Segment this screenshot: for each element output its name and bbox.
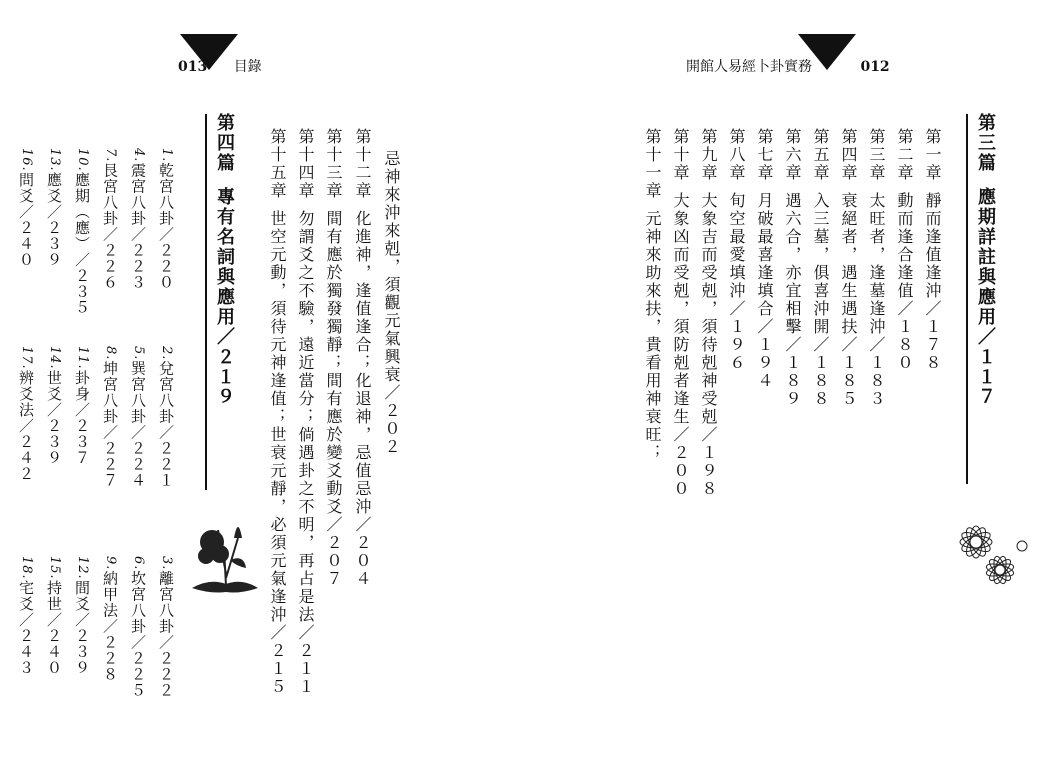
right-page-number: 012 — [860, 59, 890, 75]
list-item: 4.震宮八卦／２２３ — [129, 148, 147, 291]
daisy-illustration-icon — [938, 508, 1038, 598]
list-item: 2.兌宮八卦／２２１ — [157, 346, 175, 489]
chapter-title: 化進神，逢值逢合；化退神，忌值忌沖／２０４ — [353, 210, 372, 588]
list-item: 13.應爻／２３９ — [45, 148, 63, 268]
chapter-5: 第五章入三墓，俱喜沖開／１８８ — [811, 128, 830, 408]
list-item: 17.辨爻法／２４２ — [17, 346, 35, 482]
list-item: 18.宅爻／２４３ — [17, 556, 35, 676]
left-page-title: 目錄 — [233, 59, 262, 75]
section-title: 專有名詞與應用／２１９ — [214, 187, 235, 407]
chapter-title: 勿謂爻之不驗，遠近當分；倘遇卦之不明，再占是法／２１１ — [296, 210, 315, 696]
chapter-title: 間有應於獨發獨靜；間有應於變爻動爻／２０７ — [324, 210, 343, 588]
list-item: 1.乾宮八卦／２２０ — [157, 148, 175, 291]
list-item: 15.持世／２４０ — [45, 556, 63, 676]
list-item: 16.問爻／２４０ — [17, 148, 35, 268]
list-item: 5.巽宮八卦／２２４ — [129, 346, 147, 489]
section-4-heading — [214, 113, 234, 407]
section-3-divider — [966, 114, 968, 484]
chapter-8: 第八章旬空最愛填沖／１９６ — [727, 128, 746, 372]
flower-illustration-icon — [190, 508, 260, 598]
list-item: 12.間爻／２３９ — [73, 556, 91, 676]
list-item: 6.坎宮八卦／２２５ — [129, 556, 147, 699]
chapter-6: 第六章遇六合，亦宜相擊／１８９ — [783, 128, 802, 408]
section-title: 應期詳註與應用／１１７ — [975, 187, 996, 407]
section-label: 第四篇 — [214, 113, 235, 173]
chapter-title: 世空元動，須待元神逢值；世衰元靜，必須元氣逢沖／２１５ — [268, 210, 287, 696]
list-item: 9.納甲法／２２８ — [101, 556, 119, 683]
chapter-14 — [296, 128, 314, 696]
right-page-header — [686, 56, 890, 78]
left-page-header — [178, 56, 262, 78]
chapter-12 — [353, 128, 371, 588]
right-page — [523, 0, 1046, 780]
chapter-11: 第十一章元神來助來扶，貴看用神衰旺； — [643, 128, 662, 462]
chapter-7: 第七章月破最喜逢填合／１９４ — [755, 128, 774, 390]
chapter-10: 第十章大象凶而受剋，須防剋者逢生／２００ — [671, 128, 690, 498]
chapter-label: 第十二章 — [353, 128, 372, 200]
list-item: 11.卦身／２３７ — [73, 346, 91, 466]
left-page-number: 013 — [178, 59, 208, 75]
section-3-heading — [975, 113, 995, 407]
chapter-15 — [268, 128, 286, 696]
section-label: 第三篇 — [975, 113, 996, 173]
chapter-2: 第二章動而逢合逢值／１８０ — [895, 128, 914, 372]
chapter-4: 第四章衰絕者，遇生遇扶／１８５ — [839, 128, 858, 408]
chapter-label: 第十四章 — [296, 128, 315, 200]
chapter-label: 第十三章 — [324, 128, 343, 200]
list-item: 14.世爻／２３９ — [45, 346, 63, 466]
chapter-3: 第三章太旺者，逢墓逢沖／１８３ — [867, 128, 886, 408]
section-4-divider — [205, 114, 207, 490]
chapter-13 — [324, 128, 342, 588]
chapter-9: 第九章大象吉而受剋，須待剋神受剋／１９８ — [699, 128, 718, 498]
list-item: 10.應期（應）／２３５ — [73, 148, 91, 316]
chapter-1: 第一章靜而逢值逢沖／１７８ — [923, 128, 942, 372]
list-item: 8.坤宮八卦／２２７ — [101, 346, 119, 489]
list-item: 7.艮宮八卦／２２６ — [101, 148, 119, 291]
right-page-title: 開館人易經卜卦實務 — [686, 59, 812, 75]
list-item: 3.離宮八卦／２２２ — [157, 556, 175, 699]
chapter-label: 第十五章 — [268, 128, 287, 200]
continuation-line: 忌神來沖來剋，須觀元氣興衰／２０２ — [382, 150, 401, 456]
